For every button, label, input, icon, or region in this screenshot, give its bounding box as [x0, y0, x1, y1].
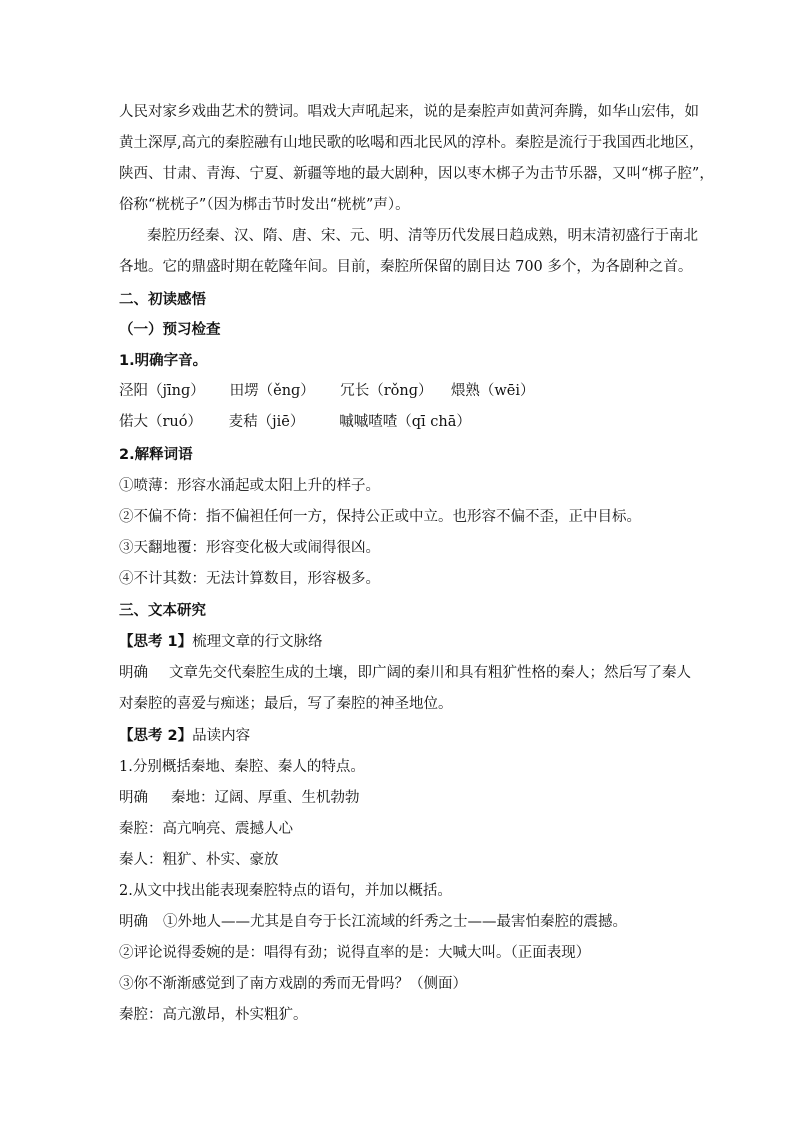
pinyin-item: 偌大（ruó） [119, 414, 202, 430]
section3-heading: 三、文本研究 [119, 603, 206, 619]
section2-heading: 二、初读感悟 [119, 292, 206, 308]
q2-answer-line4: 秦腔：高亢激昂，朴实粗犷。 [119, 1007, 308, 1023]
item2-heading: 2.解释词语 [119, 447, 193, 463]
think1-text: 梳理文章的行文脉络 [192, 634, 323, 650]
pinyin-item: 泾阳（jīnɡ） [119, 383, 205, 399]
pinyin-item: 田塄（ěnɡ） [229, 383, 315, 399]
question-1: 1.分别概括秦地、秦腔、秦人的特点。 [119, 759, 365, 775]
item1-heading: 1.明确字音。 [119, 353, 208, 369]
q2-answer-line3: ③你不渐渐感觉到了南方戏剧的秀而无骨吗？（侧面） [119, 976, 467, 992]
think2-text: 品读内容 [192, 728, 251, 744]
q1-answer-line3: 秦人：粗犷、朴实、豪放 [119, 852, 279, 868]
answer-label: 明确 [119, 914, 148, 930]
pinyin-item: 冗长（rǒnɡ） [340, 383, 433, 399]
think1-answer-line1 [119, 663, 691, 683]
think2-line [119, 726, 250, 746]
think2-label: 【思考 2】 [119, 728, 193, 744]
intro-p1-line2: 黄土深厚,高亢的秦腔融有山地民歌的吆喝和西北民风的淳朴。秦腔是流行于我国西北地区， [119, 135, 704, 151]
pinyin-item: 麦秸（jiē） [228, 414, 305, 430]
pinyin-row-1 [119, 381, 534, 401]
vocab-item: ④不计其数：无法计算数目，形容极多。 [119, 571, 380, 587]
think1-answer-line2: 对秦腔的喜爱与痴迷；最后，写了秦腔的神圣地位。 [119, 696, 453, 712]
answer-label: 明确 [119, 790, 148, 806]
vocab-item: ①喷薄：形容水涌起或太阳上升的样子。 [119, 478, 380, 494]
answer-text: ①外地人——尤其是自夸于长江流域的纤秀之士——最害怕秦腔的震撼。 [163, 914, 627, 930]
intro-p1-line4: 俗称“桄桄子”（因为梆击节时发出“桄桄”声）。 [119, 197, 410, 213]
pinyin-item: 嘁嘁喳喳（qī chā） [339, 414, 471, 430]
think1-label: 【思考 1】 [119, 634, 193, 650]
pinyin-row-2 [119, 412, 471, 432]
answer-label: 明确 [119, 665, 148, 681]
answer-text: 秦地：辽阔、厚重、生机勃勃 [171, 790, 360, 806]
intro-p1-line3: 陕西、甘肃、青海、宁夏、新疆等地的最大剧种，因以枣木梆子为击节乐器，又叫“梆子腔”， [119, 166, 714, 182]
vocab-item: ②不偏不倚：指不偏袒任何一方，保持公正或中立。也形容不偏不歪，正中目标。 [119, 509, 641, 525]
q1-answer-line1 [119, 788, 360, 808]
answer-text: 文章先交代秦腔生成的土壤，即广阔的秦川和具有粗犷性格的秦人；然后写了秦人 [169, 665, 691, 681]
pinyin-item: 煨熟（wēi） [450, 383, 535, 399]
question-2: 2.从文中找出能表现秦腔特点的语句，并加以概括。 [119, 883, 452, 899]
intro-p2-line1: 秦腔历经秦、汉、隋、唐、宋、元、明、清等历代发展日趋成熟，明末清初盛行于南北 [147, 228, 698, 244]
intro-p1-line1: 人民对家乡戏曲艺术的赞词。唱戏大声吼起来，说的是秦腔声如黄河奔腾，如华山宏伟，如 [119, 104, 699, 120]
q2-answer-line1 [119, 912, 627, 932]
section2-sub1-heading: （一）预习检查 [119, 322, 221, 338]
intro-p2-line2: 各地。它的鼎盛时期在乾隆年间。目前，秦腔所保留的剧目达 700 多个，为各剧种之首。 [119, 259, 693, 275]
q2-answer-line2: ②评论说得委婉的是：唱得有劲；说得直率的是：大喊大叫。（正面表现） [119, 945, 591, 961]
vocab-item: ③天翻地覆：形容变化极大或闹得很凶。 [119, 540, 380, 556]
q1-answer-line2: 秦腔：高亢响亮、震撼人心 [119, 821, 293, 837]
think1-line [119, 632, 323, 652]
